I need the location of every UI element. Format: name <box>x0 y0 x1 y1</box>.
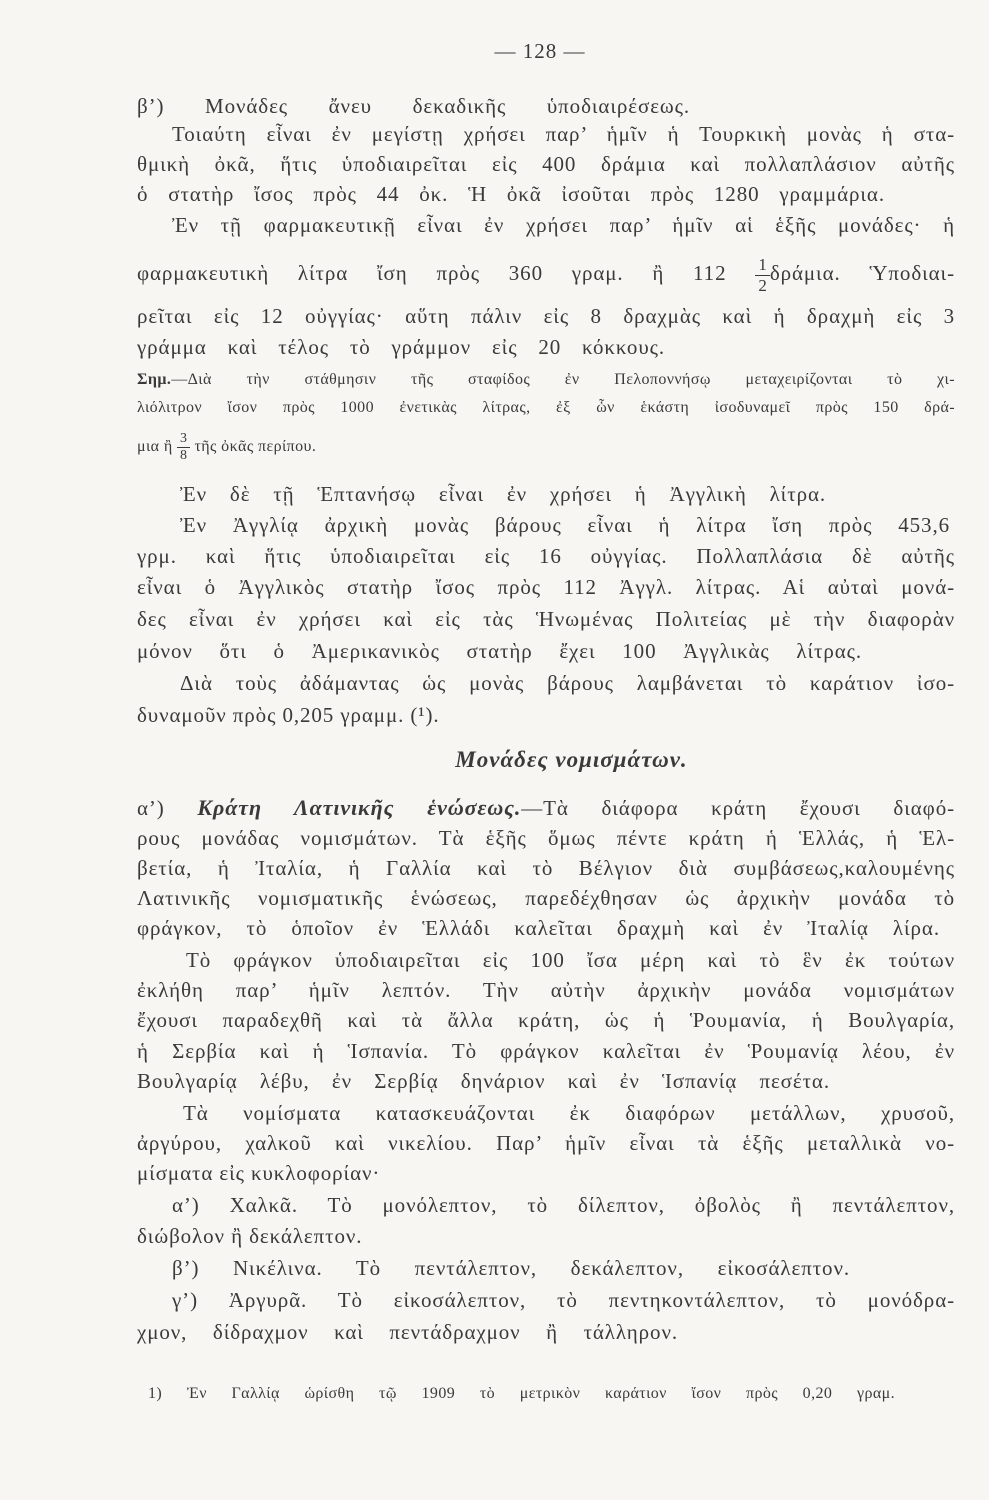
paragraph-line: θμικὴ ὀκᾶ, ἥτις ὑποδιαιρεῖται εἰς 400 δράμια καὶ πολλαπλάσιον αὐτῆς <box>137 152 955 176</box>
list-item-copper-coins: α’) Χαλκᾶ. Τὸ μονόλεπτον, τὸ δίλεπτον, ὀβολὸς ἢ πεντάλεπτον, <box>172 1193 955 1217</box>
note-line-with-fraction <box>137 425 955 469</box>
section-heading-currency-units: Μονάδες νομισμάτων. <box>455 747 688 772</box>
paragraph-line: γρμ. καὶ ἥτις ὑποδιαιρεῖται εἰς 16 οὐγγίας. Πολλαπλάσια δὲ αὐτῆς <box>137 544 955 568</box>
paragraph-line: Ἐν δὲ τῇ Ἑπτανήσῳ εἶναι ἐν χρήσει ἡ Ἀγγλικὴ λίτρα. <box>180 482 826 506</box>
paragraph-line: Βουλγαρίᾳ λέβυ, ἐν Σερβίᾳ δηνάριον καὶ ἐν Ἱσπανίᾳ πεσέτα. <box>137 1069 830 1093</box>
text-run: φαρμακευτικὴ λίτρα ἴση πρὸς 360 γραμ. ἢ 112 <box>137 261 727 285</box>
paragraph-line: Ἐν Ἀγγλίᾳ ἀρχικὴ μονὰς βάρους εἶναι ἡ λίτρα ἴση πρὸς 453,6 <box>180 513 950 537</box>
paragraph-line: ἔχουσι παραδεχθῆ καὶ τὰ ἄλλα κράτη, ὡς ἡ Ῥουμανία, ἡ Βουλγαρία, <box>137 1008 955 1032</box>
fraction-denominator: 8 <box>180 447 188 463</box>
paragraph-line-with-footnote-ref: δυναμοῦν πρὸς 0,205 γραμμ. (¹). <box>137 703 440 727</box>
paragraph-line: Τοιαύτη εἶναι ἐν μεγίστῃ χρήσει παρ’ ἡμῖν ἡ Τουρκικὴ μονὰς ἡ στα- <box>172 122 955 146</box>
text-run: τῆς ὀκᾶς περίπου. <box>194 438 317 455</box>
list-label: α’) <box>137 796 165 820</box>
paragraph-line: εἶναι ὁ Ἀγγλικὸς στατὴρ ἴσος πρὸς 112 Ἀγγλ. λίτρας. Αἱ αὐταὶ μονά- <box>137 575 955 599</box>
list-item-silver-coins-continued: χμον, δίδραχμον καὶ πεντάδραχμον ἢ τάλληρον. <box>137 1320 678 1344</box>
fraction-numerator: 1 <box>755 255 770 276</box>
fraction-one-half <box>755 255 770 295</box>
paragraph-line: ρεῖται εἰς 12 οὐγγίας· αὕτη πάλιν εἰς 8 δραχμὰς καὶ ἡ δραχμὴ εἰς 3 <box>137 304 955 328</box>
fraction-denominator: 2 <box>758 275 767 295</box>
paragraph-line: φράγκον, τὸ ὁποῖον ἐν Ἑλλάδι καλεῖται δραχμὴ καὶ ἐν Ἰταλίᾳ λίρα. <box>137 916 940 940</box>
paragraph-line: ρους μονάδας νομισμάτων. Τὰ ἑξῆς ὅμως πέντε κράτη ἡ Ἑλλάς, ἡ Ἑλ- <box>137 826 955 850</box>
paragraph-line: γράμμα καὶ τέλος τὸ γράμμον εἰς 20 κόκκους. <box>137 335 665 359</box>
list-item-nickel-coins: β’) Νικέλινα. Τὸ πεντάλεπτον, δεκάλεπτον, εἰκοσάλεπτον. <box>172 1256 850 1280</box>
text-run: μια ἢ <box>137 438 173 455</box>
paragraph-line: δες εἶναι ἐν χρήσει καὶ εἰς τὰς Ἡνωμένας Πολιτείας μὲ τὴν διαφορὰν <box>137 607 955 631</box>
paragraph-line-with-title <box>137 793 955 823</box>
paragraph-line: ἀργύρου, χαλκοῦ καὶ νικελίου. Παρ’ ἡμῖν εἶναι τὰ ἑξῆς μεταλλικὰ νο- <box>137 1131 955 1155</box>
paragraph-line: Λατινικῆς νομισματικῆς ἑνώσεως, παρεδέχθησαν ὡς ἀρχικὴν μονάδα τὸ <box>137 886 955 910</box>
text-run: —Διὰ τὴν στάθμησιν τῆς σταφίδος ἐν Πελοποννήσῳ μεταχειρίζονται τὸ χι- <box>171 371 955 388</box>
footnote: 1) Ἐν Γαλλίᾳ ὡρίσθη τῷ 1909 τὸ μετρικὸν καράτιον ἴσον πρὸς 0,20 γραμ. <box>148 1385 895 1402</box>
paragraph-line: βετία, ἡ Ἰταλία, ἡ Γαλλία καὶ τὸ Βέλγιον διὰ συμβάσεως,καλουμένης <box>137 856 955 880</box>
note-label: Σημ. <box>137 371 172 388</box>
paragraph-line: ἡ Σερβία καὶ ἡ Ἱσπανία. Τὸ φράγκον καλεῖται ἐν Ῥουμανίᾳ λέου, ἐν <box>137 1039 955 1063</box>
note-line <box>137 366 955 394</box>
paragraph-line: ἐκλήθη παρ’ ἡμῖν λεπτόν. Τὴν αὐτὴν ἀρχικὴν μονάδα νομισμάτων <box>137 978 955 1002</box>
text-run: —Τὰ διάφορα κράτη ἔχουσι διαφό- <box>521 796 955 820</box>
fraction-three-eighths <box>177 431 190 464</box>
list-item-silver-coins: γ’) Ἀργυρᾶ. Τὸ εἰκοσάλεπτον, τὸ πεντηκοντάλεπτον, τὸ μονόδρα- <box>172 1288 955 1312</box>
paragraph-line: Διὰ τοὺς ἀδάμαντας ὡς μονὰς βάρους λαμβάνεται τὸ καράτιον ἰσο- <box>180 671 955 695</box>
fraction-numerator: 3 <box>177 431 190 448</box>
paragraph-line: μόνον ὅτι ὁ Ἀμερικανικὸς στατὴρ ἔχει 100 Ἀγγλικὰς λίτρας. <box>137 639 862 663</box>
paragraph-line: Τὰ νομίσματα κατασκευάζονται ἐκ διαφόρων μετάλλων, χρυσοῦ, <box>183 1101 955 1125</box>
paragraph-line-with-fraction <box>137 248 955 298</box>
paragraph-line: ὁ στατὴρ ἴσος πρὸς 44 ὀκ. Ἡ ὀκᾶ ἰσοῦται πρὸς 1280 γραμμάρια. <box>137 182 885 206</box>
subsection-title: Κράτη Λατινικῆς ἑνώσεως. <box>197 795 522 820</box>
section-heading-non-decimal-units: β’) Μονάδες ἄνευ δεκαδικῆς ὑποδιαιρέσεως. <box>137 94 690 118</box>
paragraph-line: Ἐν τῇ φαρμακευτικῇ εἶναι ἐν χρήσει παρ’ ἡμῖν αἱ ἑξῆς μονάδες· ἡ <box>172 213 955 237</box>
paragraph-line: Τὸ φράγκον ὑποδιαιρεῖται εἰς 100 ἴσα μέρη καὶ τὸ ἓν ἐκ τούτων <box>186 948 955 972</box>
note-line: λιόλιτρον ἴσον πρὸς 1000 ἐνετικὰς λίτρας, ἐξ ὧν ἑκάστη ἰσοδυναμεῖ πρὸς 150 δρά- <box>137 399 955 416</box>
list-item-copper-coins-continued: διώβολον ἢ δεκάλεπτον. <box>137 1224 363 1248</box>
paragraph-line: μίσματα εἰς κυκλοφορίαν· <box>137 1161 381 1185</box>
text-run: δράμια. Ὑποδιαι- <box>769 261 956 285</box>
page-number: — 128 — <box>494 39 586 63</box>
